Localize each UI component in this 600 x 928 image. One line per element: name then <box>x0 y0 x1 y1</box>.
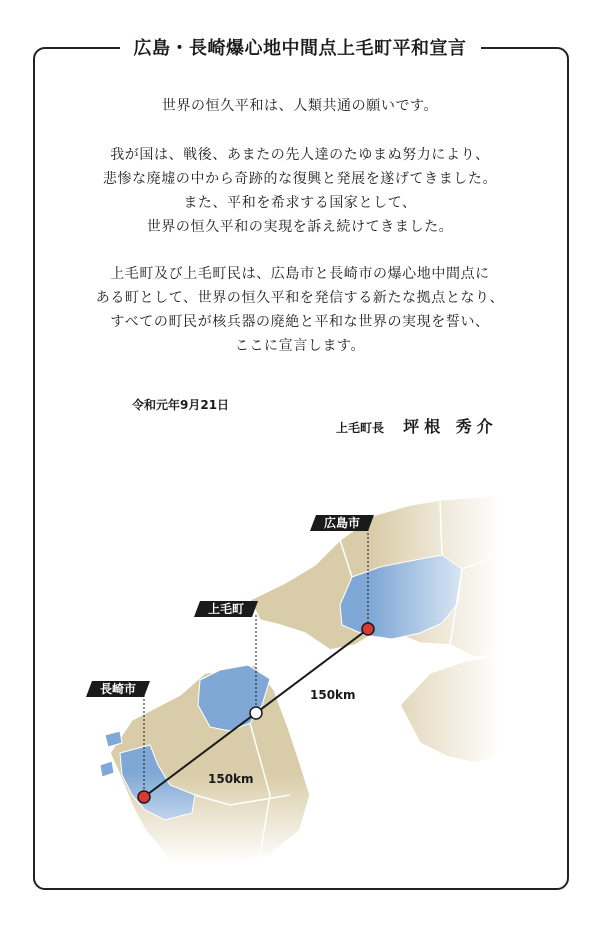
distance-upper: 150km <box>310 688 356 702</box>
label-nagasaki-text: 長崎市 <box>99 682 137 696</box>
label-hiroshima <box>310 515 374 531</box>
paragraph-line: 我が国は、戦後、あまたの先人達のたゆまぬ努力により、 <box>110 147 490 163</box>
paragraph-line: 悲惨な廃墟の中から奇跡的な復興と発展を遂げてきました。 <box>102 171 498 187</box>
kamige-marker <box>250 707 262 719</box>
paragraph-line: すべての町民が核兵器の廃絶と平和な世界の実現を誓い、 <box>110 314 490 330</box>
page-title: 広島・長崎爆心地中間点上毛町平和宣言 <box>0 34 600 60</box>
paragraph-3 <box>50 262 550 358</box>
distance-lower: 150km <box>208 772 254 786</box>
paragraph-2 <box>50 143 550 239</box>
label-kamige-text: 上毛町 <box>207 602 245 616</box>
paragraph-line: 世界の恒久平和は、人類共通の願いです。 <box>161 98 439 114</box>
paragraph-1 <box>50 94 550 118</box>
peace-map <box>70 495 500 865</box>
hiroshima-marker <box>362 623 374 635</box>
label-kamige <box>194 601 258 617</box>
nagasaki-marker <box>138 791 150 803</box>
label-hiroshima-text: 広島市 <box>323 516 361 530</box>
declaration-date: 令和元年9月21日 <box>132 398 230 412</box>
paragraph-line: 世界の恒久平和の実現を訴え続けてきました。 <box>146 219 454 235</box>
paragraph-line: 上毛町及び上毛町民は、広島市と長崎市の爆心地中間点に <box>110 266 490 282</box>
label-nagasaki <box>86 681 150 697</box>
paragraph-line: また、平和を希求する国家として、 <box>183 195 417 211</box>
signature-name: 坪根 秀介 <box>403 417 498 436</box>
paragraph-line: ある町として、世界の恒久平和を発信する新たな拠点となり、 <box>95 290 505 306</box>
paragraph-line: ここに宣言します。 <box>234 338 366 354</box>
signature-role: 上毛町長 <box>336 421 385 435</box>
signature <box>336 414 498 437</box>
